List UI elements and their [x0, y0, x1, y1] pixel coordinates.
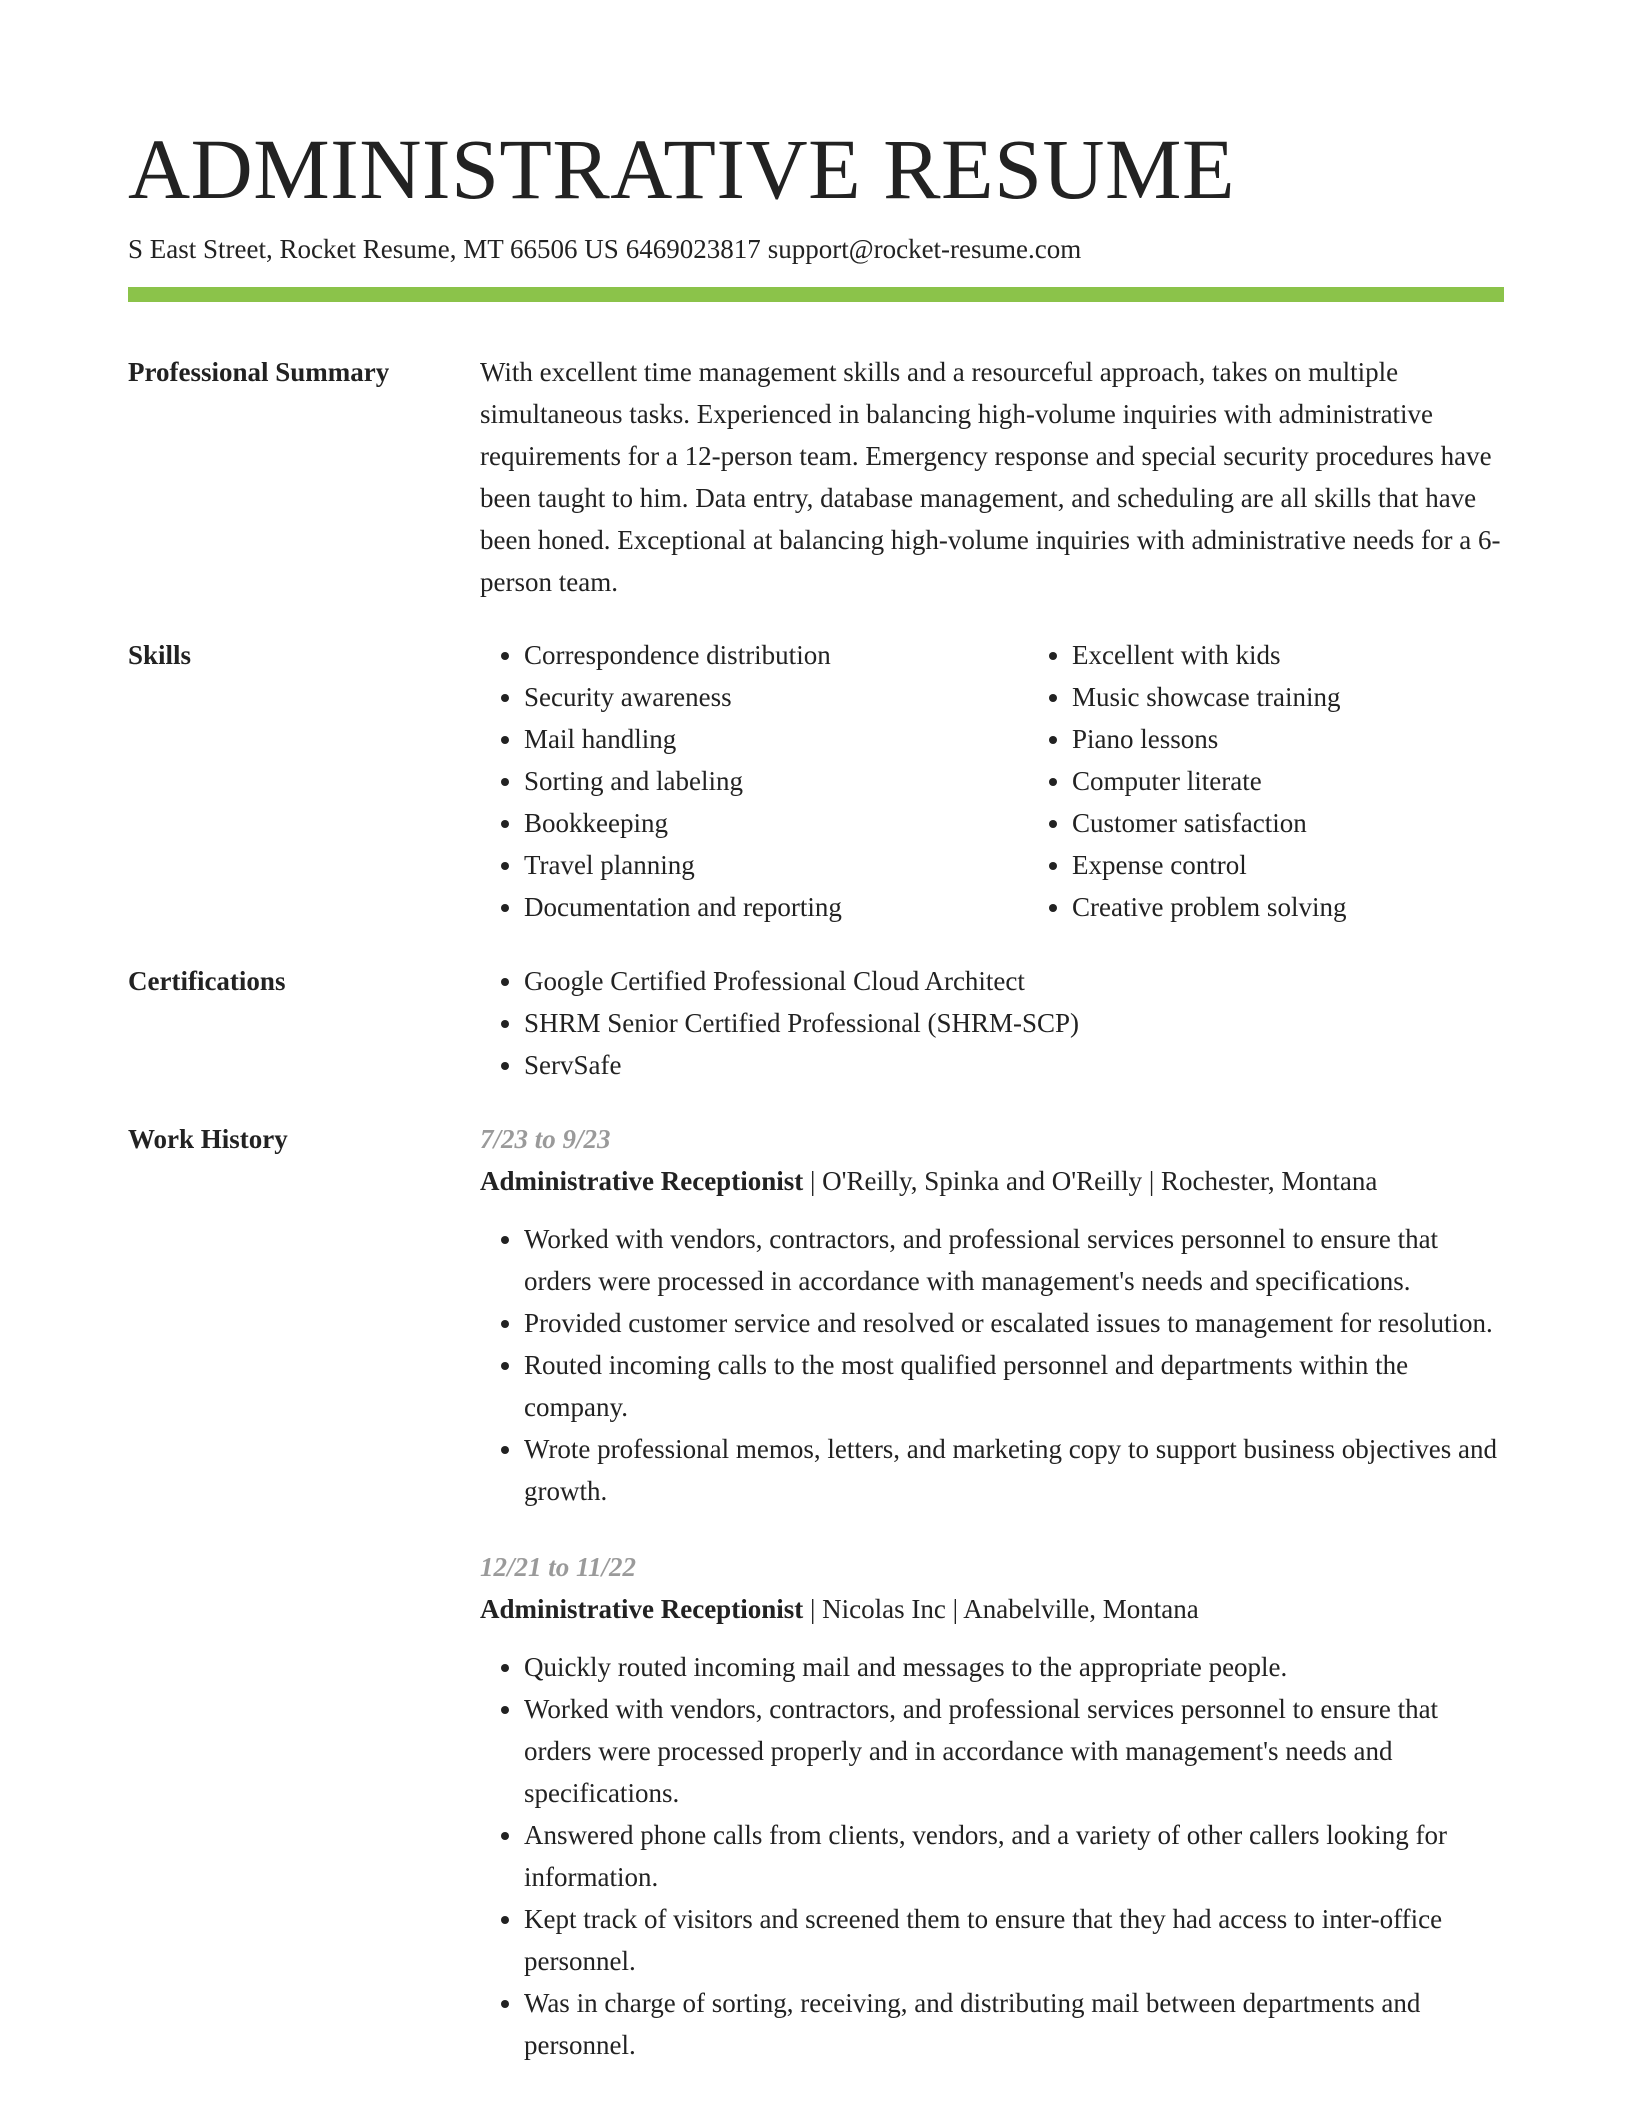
skill-item: • Documentation and reporting	[524, 886, 1028, 928]
job-separator: |	[803, 1166, 823, 1196]
summary-section	[128, 351, 1504, 603]
certifications-body	[480, 960, 1504, 1086]
certification-item: • SHRM Senior Certified Professional (SHRM-SCP)	[524, 1002, 1504, 1044]
summary-text: With excellent time management skills and a resourceful approach, takes on multiple simultaneous tasks. Experienced in balancing high-volume inquiries with administrative requirements for a 12-person team. Emergency response and special security procedures have been taught to him. Data entry, database management, and scheduling are all skills that have been honed. Exceptional at balancing high-volume inquiries with administrative needs for a 6-person team.	[480, 357, 1501, 597]
skill-item: • Excellent with kids	[1072, 634, 1592, 676]
work-history-section	[128, 1118, 1504, 2066]
job-separator: |	[1142, 1166, 1161, 1196]
summary-heading: Professional Summary	[128, 357, 390, 387]
skills-section	[128, 634, 1504, 928]
skill-item: • Mail handling	[524, 718, 1028, 760]
job-bullet: • Was in charge of sorting, receiving, and distributing mail between departments and personnel.	[524, 1982, 1504, 2066]
skill-item: • Security awareness	[524, 676, 1028, 718]
skills-list-right	[1028, 634, 1592, 928]
job-bullet-list	[480, 1646, 1504, 2066]
job-location: Rochester, Montana	[1160, 1166, 1378, 1196]
job-bullet-list	[480, 1218, 1504, 1512]
job-entry	[480, 1118, 1504, 1512]
skills-heading: Skills	[128, 640, 192, 670]
job-separator: |	[803, 1594, 823, 1624]
skill-item: • Music showcase training	[1072, 676, 1592, 718]
job-bullet: • Kept track of visitors and screened them to ensure that they had access to inter-office personnel.	[524, 1898, 1504, 1982]
job-bullet: • Routed incoming calls to the most qualified personnel and departments within the company.	[524, 1344, 1504, 1428]
resume-page	[128, 0, 1504, 2066]
job-separator: |	[945, 1594, 964, 1624]
job-company: O'Reilly, Spinka and O'Reilly	[822, 1166, 1143, 1196]
skill-item: • Sorting and labeling	[524, 760, 1028, 802]
job-title: Administrative Receptionist	[480, 1166, 804, 1196]
job-title-line	[480, 1588, 1504, 1630]
job-bullet: • Provided customer service and resolved or escalated issues to management for resolution.	[524, 1302, 1504, 1344]
skill-item: • Piano lessons	[1072, 718, 1592, 760]
accent-divider	[128, 287, 1504, 302]
contact-email: support@rocket-resume.com	[767, 234, 1082, 264]
skill-item: • Creative problem solving	[1072, 886, 1592, 928]
job-entry	[480, 1546, 1504, 2066]
job-bullet: • Wrote professional memos, letters, and marketing copy to support business objectives and growth.	[524, 1428, 1504, 1512]
certification-item: • ServSafe	[524, 1044, 1504, 1086]
skills-columns	[480, 634, 1592, 928]
certifications-section	[128, 960, 1504, 1086]
job-bullet: • Quickly routed incoming mail and messages to the appropriate people.	[524, 1646, 1504, 1688]
resume-name: ADMINISTRATIVE RESUME	[128, 121, 1235, 217]
job-bullet: • Answered phone calls from clients, vendors, and a variety of other callers looking for information.	[524, 1814, 1504, 1898]
job-dates: 7/23 to 9/23	[480, 1124, 611, 1154]
certifications-list	[480, 960, 1504, 1086]
skill-item: • Correspondence distribution	[524, 634, 1028, 676]
contact-address: S East Street, Rocket Resume, MT 66506 US	[128, 234, 619, 264]
job-title-line	[480, 1160, 1504, 1202]
work-history-body	[480, 1118, 1504, 2066]
skill-item: • Computer literate	[1072, 760, 1592, 802]
contact-line	[128, 231, 1504, 267]
job-location: Anabelville, Montana	[963, 1594, 1199, 1624]
skill-item: • Bookkeeping	[524, 802, 1028, 844]
job-bullet: • Worked with vendors, contractors, and professional services personnel to ensure that orders were processed in accordance with management's needs and specifications.	[524, 1218, 1504, 1302]
certification-item: • Google Certified Professional Cloud Architect	[524, 960, 1504, 1002]
skill-item: • Customer satisfaction	[1072, 802, 1592, 844]
work-history-heading: Work History	[128, 1124, 288, 1154]
job-title: Administrative Receptionist	[480, 1594, 804, 1624]
certifications-heading: Certifications	[128, 966, 286, 996]
job-company: Nicolas Inc	[822, 1594, 946, 1624]
skill-item: • Travel planning	[524, 844, 1028, 886]
job-bullet: • Worked with vendors, contractors, and professional services personnel to ensure that orders were processed properly and in accordance with management's needs and specifications.	[524, 1688, 1504, 1814]
skill-item: • Expense control	[1072, 844, 1592, 886]
skills-list-left	[480, 634, 1028, 928]
contact-phone: 6469023817	[625, 234, 761, 264]
job-dates: 12/21 to 11/22	[480, 1552, 637, 1582]
